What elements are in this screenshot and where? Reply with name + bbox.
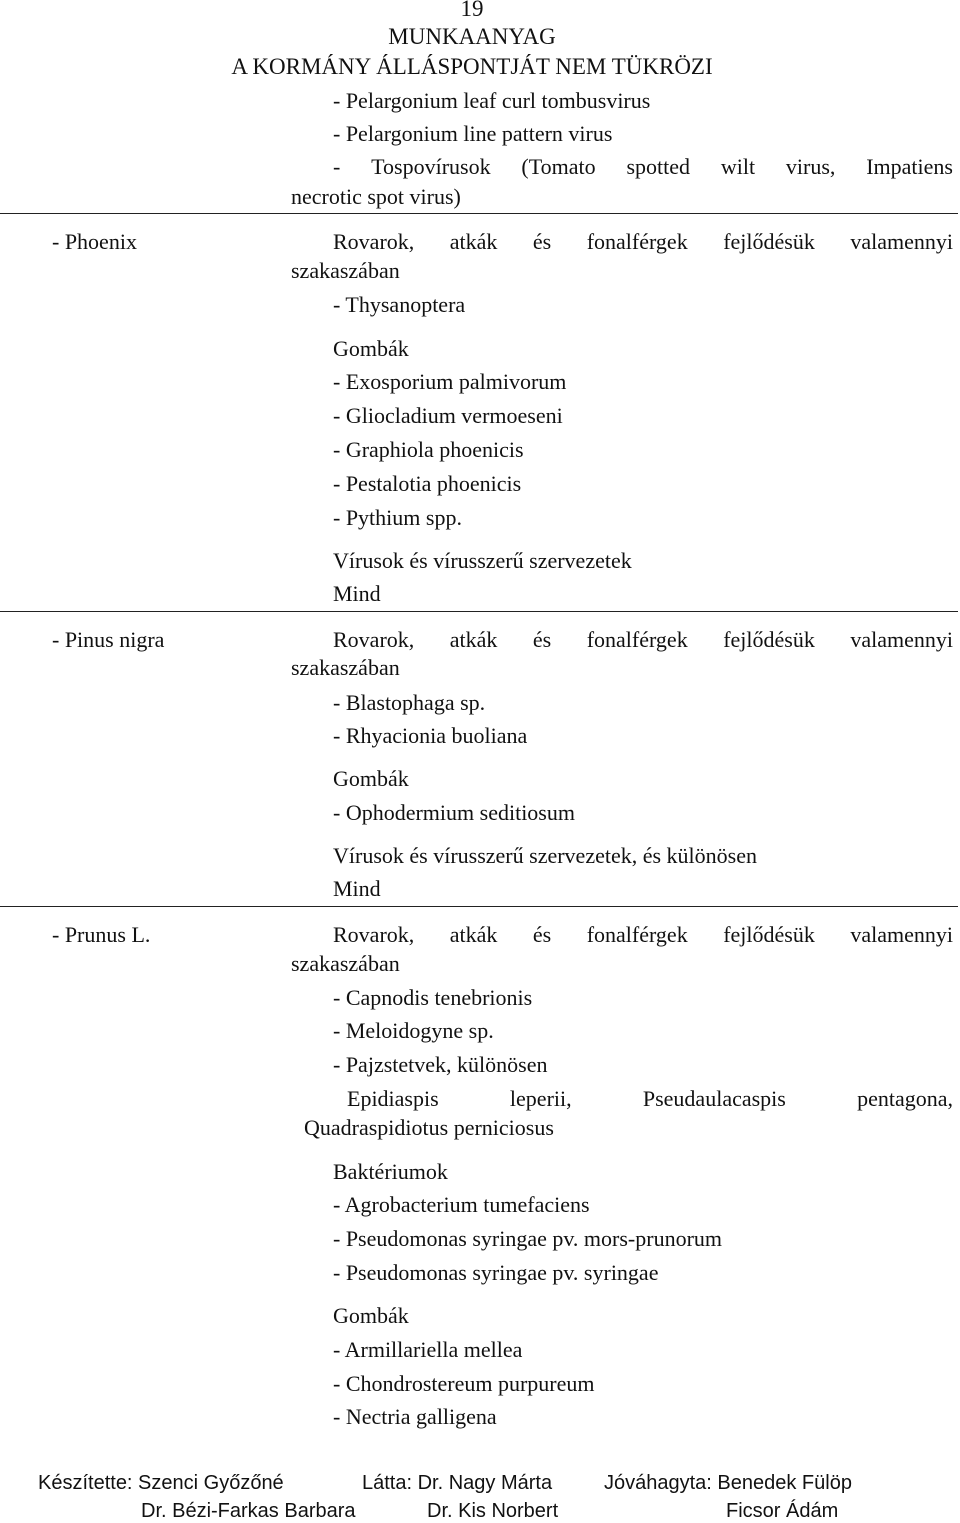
list-item-continuation: Quadraspidiotus perniciosus [304, 1115, 554, 1140]
justified-line [333, 922, 953, 948]
word: valamennyi [850, 922, 953, 947]
footer-author2: Dr. Bézi-Farkas Barbara [141, 1500, 356, 1522]
word: virus, [785, 154, 836, 179]
word: fejlődésük [723, 922, 815, 947]
list-item: - Graphiola phoenicis [333, 437, 524, 462]
table-row-divider [0, 906, 958, 907]
list-item: - Blastophaga sp. [333, 690, 486, 715]
word: atkák [449, 229, 498, 254]
header-disclaimer: A KORMÁNY ÁLLÁSPONTJÁT NEM TÜKRÖZI [231, 54, 713, 79]
list-item: - Thysanoptera [333, 292, 466, 317]
list-item: - Gliocladium vermoeseni [333, 403, 563, 428]
word: valamennyi [850, 627, 953, 652]
list-item: - Nectria galligena [333, 1404, 497, 1429]
list-item: - Pajzstetvek, különösen [333, 1052, 548, 1077]
list-item: - Armillariella mellea [333, 1337, 523, 1362]
list-item-continuation: necrotic spot virus) [291, 184, 461, 209]
justified-line [347, 1086, 953, 1112]
word: Pseudaulacaspis [642, 1086, 786, 1111]
word: fonalférgek [586, 229, 688, 254]
word: valamennyi [850, 229, 953, 254]
section-heading: Baktériumok [333, 1159, 448, 1184]
word: fejlődésük [723, 229, 815, 254]
word: Epidiaspis [347, 1086, 439, 1111]
list-item: - Capnodis tenebrionis [333, 985, 533, 1010]
list-item: - Pythium spp. [333, 505, 462, 530]
list-item: - Pelargonium leaf curl tombusvirus [333, 88, 651, 113]
word: atkák [449, 627, 498, 652]
justified-line [333, 154, 953, 180]
word: Rovarok, [333, 229, 415, 254]
word: fonalférgek [586, 922, 688, 947]
word: Impatiens [866, 154, 953, 179]
list-item: - Exosporium palmivorum [333, 369, 567, 394]
list-item: - Rhyacionia buoliana [333, 723, 528, 748]
word: pentagona, [857, 1086, 953, 1111]
word: fonalférgek [586, 627, 688, 652]
word: fejlődésük [723, 627, 815, 652]
header-draft-label: MUNKAANYAG [388, 24, 556, 49]
word: Rovarok, [333, 627, 415, 652]
plant-name: - Prunus L. [52, 922, 151, 947]
list-item: - Pestalotia phoenicis [333, 471, 522, 496]
word: spotted [626, 154, 691, 179]
table-row-divider [0, 213, 958, 214]
section-heading: Gombák [333, 766, 409, 791]
justified-line [333, 627, 953, 653]
list-item: - Pseudomonas syringae pv. mors-prunorum [333, 1226, 723, 1251]
list-item: - Meloidogyne sp. [333, 1018, 494, 1043]
list-item: - Ophodermium seditiosum [333, 800, 575, 825]
word: (Tomato [521, 154, 596, 179]
list-item: - Pelargonium line pattern virus [333, 121, 613, 146]
list-item-continuation: szakaszában [291, 258, 400, 283]
section-heading: Gombák [333, 336, 409, 361]
word: és [532, 627, 552, 652]
footer-seen-by: Látta: Dr. Nagy Márta [362, 1472, 553, 1494]
word: Rovarok, [333, 922, 415, 947]
table-row-divider [0, 611, 958, 612]
word: és [532, 922, 552, 947]
page-number: 19 [460, 0, 484, 21]
justified-line [333, 229, 953, 255]
list-item: - Chondrostereum purpureum [333, 1371, 595, 1396]
word: és [532, 229, 552, 254]
section-heading: Vírusok és vírusszerű szervezetek [333, 548, 632, 573]
footer-approved-by: Jóváhagyta: Benedek Fülöp [604, 1472, 852, 1494]
plant-name: - Phoenix [52, 229, 137, 254]
list-item: - Pseudomonas syringae pv. syringae [333, 1260, 659, 1285]
list-item-continuation: szakaszában [291, 655, 400, 680]
plant-name: - Pinus nigra [52, 627, 165, 652]
footer-seen-by2: Dr. Kis Norbert [427, 1500, 559, 1522]
word: Tospovírusok [371, 154, 491, 179]
word: - [333, 154, 341, 179]
section-value: Mind [333, 581, 381, 606]
section-heading: Vírusok és vírusszerű szervezetek, és különösen [333, 843, 757, 868]
list-item: - Agrobacterium tumefaciens [333, 1192, 590, 1217]
word: leperii, [509, 1086, 572, 1111]
list-item-continuation: szakaszában [291, 951, 400, 976]
footer-approved-by2: Ficsor Ádám [726, 1500, 839, 1522]
footer-made-by: Készítette: Szenci Győzőné [38, 1472, 284, 1494]
section-heading: Gombák [333, 1303, 409, 1328]
section-value: Mind [333, 876, 381, 901]
word: wilt [720, 154, 756, 179]
word: atkák [449, 922, 498, 947]
